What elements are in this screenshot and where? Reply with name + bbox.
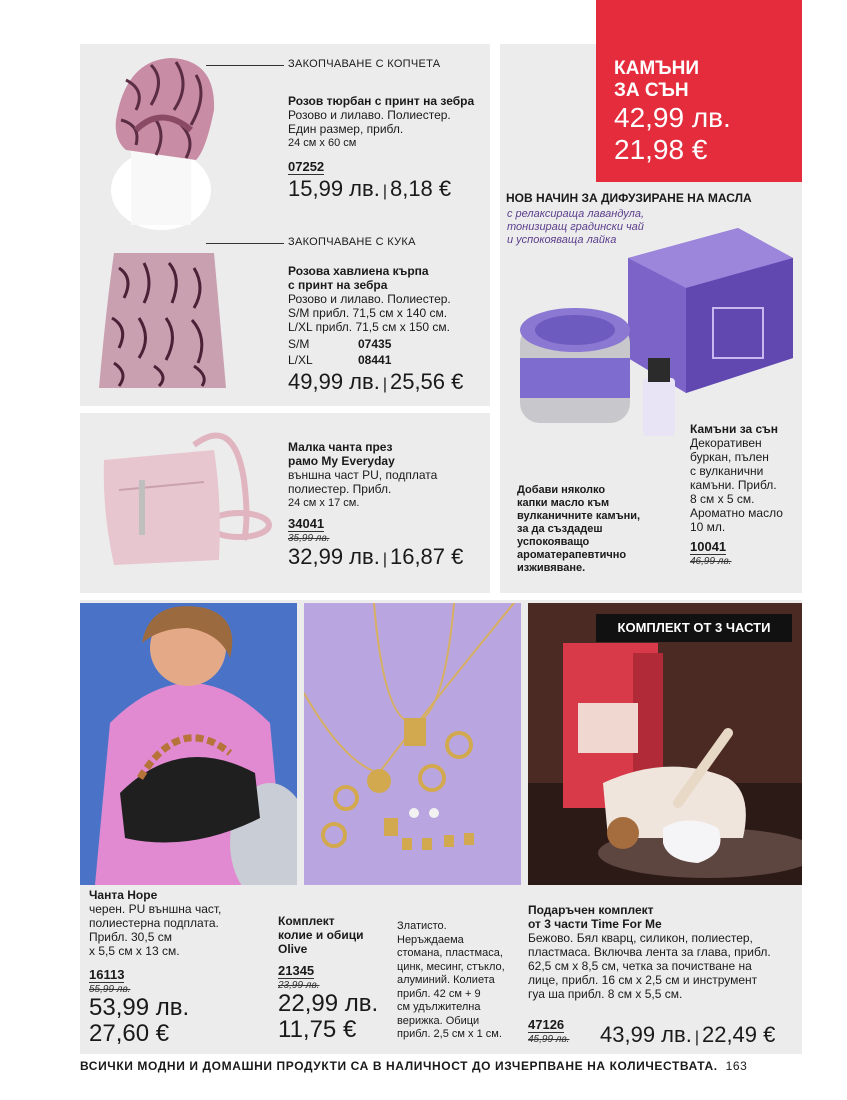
bag-desc-1: външна част PU, подплата [288,468,438,482]
stones-desc-4: камъни. Прибл. [690,478,777,492]
turban-price-eur: 8,18 € [389,176,452,201]
stones-tip-4: за да създадеш [517,523,603,535]
olive-image [304,603,521,885]
stones-old-price: 46,99 лв. [690,556,732,567]
timeforme-code: 47126 [528,1017,565,1032]
timeforme-desc-5: гуа ша прибл. 8 см х 5,5 см. [528,987,683,1001]
stones-banner-price-eur: 21,98 € [614,134,708,165]
hope-image [80,603,297,885]
olive-desc-1: Златисто. [397,920,447,932]
olive-code: 21345 [278,963,315,978]
stones-desc-7: 10 мл. [690,520,726,534]
stones-tip-3: вулканичните камъни, [517,510,641,522]
stones-banner [596,0,802,182]
turban-desc-1: Розово и лилаво. Полиестер. [288,108,451,122]
olive-desc-4: цинк, месинг, стъкло, [397,960,505,973]
turban-desc-2: Един размер, прибл. [288,122,404,136]
turban-tag-text: ЗАКОПЧАВАНЕ С КОПЧЕТА [288,58,441,70]
towel-size-2: L/XL [288,353,313,367]
turban-price: 15,99 лв. | 8,18 € [288,176,452,201]
timeforme-price: 43,99 лв. | 22,49 € [600,1022,776,1047]
towel-code-1: 07435 [358,337,392,351]
timeforme-price-bgn: 43,99 лв. [600,1022,692,1047]
stones-banner-title-2: ЗА СЪН [614,80,689,101]
stones-banner-price-bgn: 42,99 лв. [614,102,731,133]
timeforme-code-block [528,1016,569,1045]
bag-price-bgn: 32,99 лв. [288,544,380,569]
towel-desc-2: S/M прибл. 71,5 см х 140 см. [288,306,448,320]
stones-desc-5: 8 см х 5 см. [690,492,755,506]
stones-code: 10041 [690,539,727,554]
stones-desc-3: с вулканични [690,464,764,478]
tag-line [206,243,284,244]
stones-image [508,218,798,438]
stones-tip-5: успокояващо [517,536,590,548]
stones-desc-1: Декоративен [690,436,762,450]
stones-note-2: тонизиращ градински чай [507,221,644,233]
footer-text: ВСИЧКИ МОДНИ И ДОМАШНИ ПРОДУКТИ СА В НАЛИЧНОСТ ДО ИЗЧЕРПВАНЕ НА КОЛИЧЕСТВАТА. [80,1059,718,1073]
bag-old-price: 35,99 лв. [288,533,330,544]
turban-price-bgn: 15,99 лв. [288,176,380,201]
hope-old-price: 55,99 лв. [89,984,131,995]
towel-price: 49,99 лв. | 25,56 € [288,369,464,394]
towel-price-bgn: 49,99 лв. [288,369,380,394]
timeforme-desc-3: 62,5 см х 8,5 см, четка за почистване на [528,959,752,973]
bag-price: 32,99 лв. | 16,87 € [288,544,464,569]
timeforme-title-2: от 3 части Time For Me [528,917,662,931]
turban-code: 07252 [288,159,325,174]
timeforme-badge: КОМПЛЕКТ ОТ 3 ЧАСТИ [596,614,792,642]
olive-desc-8: верижка. Обици [397,1014,480,1027]
towel-desc-3: L/XL прибл. 71,5 см х 150 см. [288,320,450,334]
olive-old-price: 23,99 лв. [278,980,320,991]
towel-title-2: с принт на зебра [288,278,388,292]
hope-desc-1: черен. PU външна част, [89,902,222,916]
olive-desc-6: прибл. 42 см + 9 [397,987,481,1000]
stones-headline: НОВ НАЧИН ЗА ДИФУЗИРАНЕ НА МАСЛА [506,191,752,205]
stones-info [690,422,800,567]
tag-line [206,65,284,66]
towel-desc-1: Розово и лилаво. Полиестер. [288,292,451,306]
bag-price-eur: 16,87 € [389,544,464,569]
turban-image [96,50,226,230]
hope-price-bgn: 53,99 лв. [89,994,190,1021]
towel-price-eur: 25,56 € [389,369,464,394]
stones-tip-7: изживяване. [517,562,586,574]
stones-note-3: и успокояваща лайка [507,234,617,246]
stones-tip-6: ароматерапевтично [517,549,627,561]
towel-size-1: S/M [288,337,310,351]
towel-info [288,264,488,398]
towel-tag-text: ЗАКОПЧАВАНЕ С КУКА [288,236,416,248]
olive-desc-3: стомана, пластмаса, [397,947,503,959]
turban-info [288,94,488,205]
timeforme-desc-2: пластмаса. Включва лента за глава, прибл. [528,945,771,959]
stones-tip [517,484,640,575]
stones-tip-2: капки масло към [517,497,610,509]
turban-title: Розов тюрбан с принт на зебра [288,94,475,108]
olive-price-bgn: 22,99 лв. [278,990,379,1017]
timeforme-title-1: Подаръчен комплект [528,903,654,917]
olive-desc-5: алуминий. Колиета [397,974,495,986]
hope-desc-2: полиестерна подплата. [89,916,219,930]
towel-title-1: Розова хавлиена кърпа [288,264,429,278]
hope-desc-4: х 5,5 см х 13 см. [89,944,180,958]
stones-note-1: с релаксираща лавандула, [507,208,645,220]
bag-title-1: Малка чанта през [288,440,393,454]
hope-price-eur: 27,60 € [89,1020,170,1047]
footer [80,1059,802,1073]
stones-desc-6: Ароматно масло [690,506,783,520]
timeforme-price-eur: 22,49 € [701,1022,776,1047]
bag-title-2: рамо My Everyday [288,454,395,468]
hope-code: 16113 [89,967,125,982]
olive-desc-9: прибл. 2,5 см х 1 см. [397,1028,502,1040]
bag-desc-3: 24 см х 17 см. [288,497,360,509]
towel-size-row-1 [288,337,488,351]
timeforme-image [528,603,802,885]
olive-title-2: колие и обици [278,928,364,942]
timeforme-desc-4: лице, прибл. 16 см х 2,5 см и инструмент [528,973,758,987]
timeforme-old-price: 45,99 лв. [528,1034,570,1045]
bag-code: 34041 [288,516,325,531]
towel-code-2: 08441 [358,353,392,367]
hope-title: Чанта Hope [89,888,158,902]
stones-tip-1: Добави няколко [517,484,606,496]
timeforme-info [528,903,800,1001]
bag-image [94,420,274,570]
towel-image [94,248,234,396]
page-number: 163 [725,1059,748,1073]
timeforme-desc-1: Бежово. Бял кварц, силикон, полиестер, [528,931,753,945]
olive-desc [397,920,522,1042]
turban-desc-3: 24 см х 60 см [288,137,357,149]
stones-title: Камъни за сън [690,422,779,436]
olive-price-eur: 11,75 € [278,1016,357,1043]
bag-desc-2: полиестер. Прибл. [288,482,392,496]
hope-desc-3: Прибл. 30,5 см [89,930,172,944]
olive-desc-7: см удължителна [397,1001,481,1013]
olive-desc-2: Неръждаема [397,933,464,946]
stones-banner-title-1: КАМЪНИ [614,58,700,79]
bag-info [288,440,488,573]
olive-title-3: Olive [278,942,308,956]
stones-desc-2: буркан, пълен [690,450,769,464]
towel-size-row-2 [288,353,488,367]
olive-info [278,914,398,1043]
hope-info [89,888,289,1047]
olive-title-1: Комплект [278,914,335,928]
